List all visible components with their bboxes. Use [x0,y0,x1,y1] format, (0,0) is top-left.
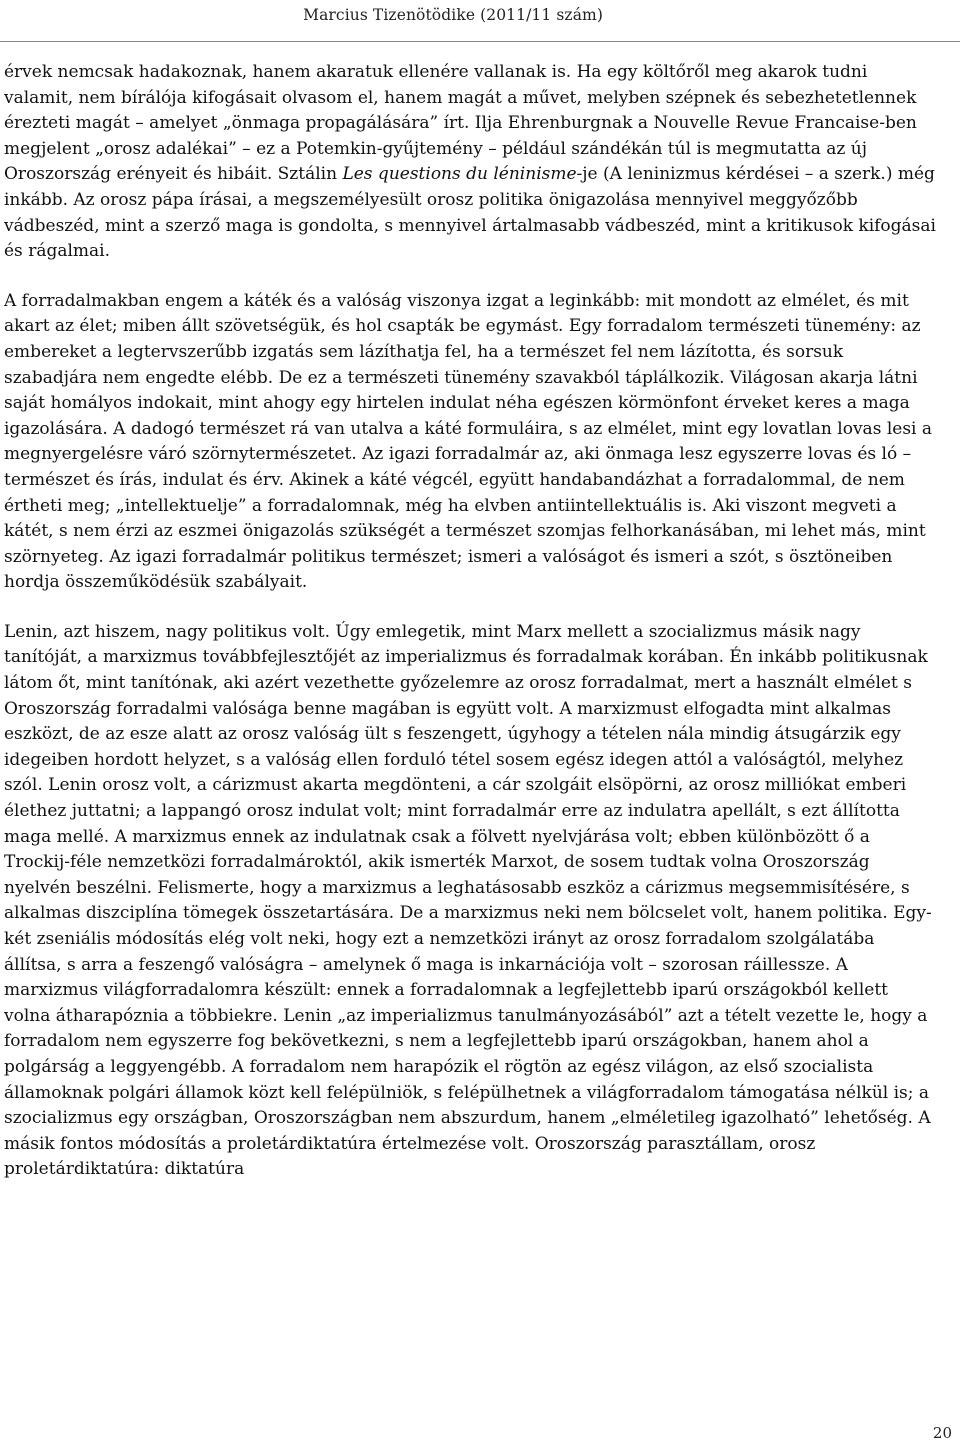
paragraph-1 [4,60,936,265]
book-title-italic: Les questions du léninisme [342,164,577,185]
paragraph-1-text-start: érvek nemcsak hadakoznak, hanem akaratuk ellenére vallanak is. Ha egy költőről meg akarok tudni valamit, nem bírálója kifogásait olvasom el, hanem magát a művet, melyben szépnek és sebezhetetlennek érezteti magát – amelyet „önmaga propagálására” írt. Ilja Ehrenburgnak a Nouvelle Revue Francaise-ben megjelent „orosz adalékai” – ez a Potemkin-gyűjtemény – például szándékán túl is megmutatta az új Oroszország erényeit és hibáit. Sztálin [4,62,917,185]
page-number: 20 [932,1424,952,1442]
paragraph-2: A forradalmakban engem a káték és a valóság viszonya izgat a leginkább: mit mondott az elmélet, és mit akart az élet; miben állt szövetségük, és hol csapták be egymást. Egy forradalom természeti tünemény: az embereket a legtervszerűbb izgatás sem lázíthatja fel, ha a természet fel nem lázította, és sorsuk szabadjára nem engedte elébb. De ez a természeti tünemény szavakból táplálkozik. Világosan akarja látni saját homályos indokait, mint ahogy egy hirtelen indulat néha egészen körmönfont érveket keres a maga igazolására. A dadogó természet rá van utalva a káté formuláira, s az elmélet, mint egy lovatlan lovas lesi a megnyergelésre váró szörnytermészetet. Az igazi forradalmár az, aki önmaga lesz egyszerre lovas és ló – természet és írás, indulat és érv. Akinek a káté végcél, együtt handabandázhat a forradalommal, de nem értheti meg; „intellektuelje” a forradalomnak, még ha elvben antiintellektuális is. Aki viszont megveti a kátét, s nem érzi az eszmei önigazolás szükségét a természet szomjas felhorkanásában, mi lehet más, mint szörnyeteg. Az igazi forradalmár politikus természet; ismeri a valóságot és ismeri a szót, s ösztöneiben hordja összeműködésük szabályait. [4,290,933,593]
paragraph-3: Lenin, azt hiszem, nagy politikus volt. Úgy emlegetik, mint Marx mellett a szocializmus másik nagy tanítóját, a marxizmus továbbfejlesztőjét az imperializmus és forradalmak korában. Én inkább politikusnak látom őt, mint tanítónak, aki azért vezethette győzelemre az orosz forradalmat, mert a használt elmélet s Oroszország forradalmi valósága benne magában is együtt volt. A marxizmust elfogadta mint alkalmas eszközt, de az esze alatt az orosz valóság ült s feszengett, úgyhogy a tételen nála mindig átsugárzik egy idegeiben hordott helyzet, s a valóság ellen forduló tétel sosem egész idegen attól a valóságtól, melyhez szól. Lenin orosz volt, a cárizmust akarta megdönteni, a cár szolgáit elsöpörni, az orosz milliókat emberi élethez juttatni; a lappangó orosz indulat volt; mint forradalmár erre az indulatra apellált, s ezt állította maga mellé. A marxizmus ennek az indulatnak csak a fölvett nyelvjárása volt; ebben különbözött ő a Trockij-féle nemzetközi forradalmároktól, akik ismerték Marxot, de sosem tudtak volna Oroszország nyelvén beszélni. Felismerte, hogy a marxizmus a leghatásosabb eszköz a cárizmus megsemmisítésére, s alkalmas diszciplína tömegek összetartására. De a marxizmus neki nem bölcselet volt, hanem politika. Egy-két zseniális módosítás elég volt neki, hogy ezt a nemzetközi irányt az orosz forradalom szolgálatába állítsa, s arra a feszengő valóságra – amelynek ő maga is inkarnációja volt – szorosan ráillessze. A marxizmus világforradalomra készült: ennek a forradalomnak a legfejlettebb iparú országokból kellett volna átharapóznia a többiekre. Lenin „az imperializmus tanulmányozásából” azt a tételt vezette le, hogy a forradalom nem egyszerre fog bekövetkezni, s nem a legfejlettebb iparú országokban, hanem ahol a polgárság a leggyengébb. A forradalom nem harapózik el rögtön az egész világon, az első szocialista államoknak polgári államok közt kell felépülniök, s felépülhetnek a világforradalom támogatása nélkül is; a szocializmus egy országban, Oroszországban nem abszurdum, hanem „elméletileg igazolható” lehetőség. A másik fontos módosítás a proletárdiktatúra értelmezése volt. Oroszország parasztállam, orosz proletárdiktatúra: diktatúra [4,621,932,1180]
article-body [4,60,936,1207]
publication-title: Marcius Tizenötödike (2011/11 szám) [303,6,603,24]
paragraph-1-text-end: -je (A leninizmus kérdései – a szerk.) még inkább. Az orosz pápa írásai, a megszemélyesült orosz politika önigazolása mennyivel meggyőzőbb vádbeszéd, mint a szerző maga is gondolta, s mennyivel ártalmasabb vádbeszéd, mint a kritikusok kifogásai és rágalmai. [4,164,936,262]
running-header [0,0,960,42]
